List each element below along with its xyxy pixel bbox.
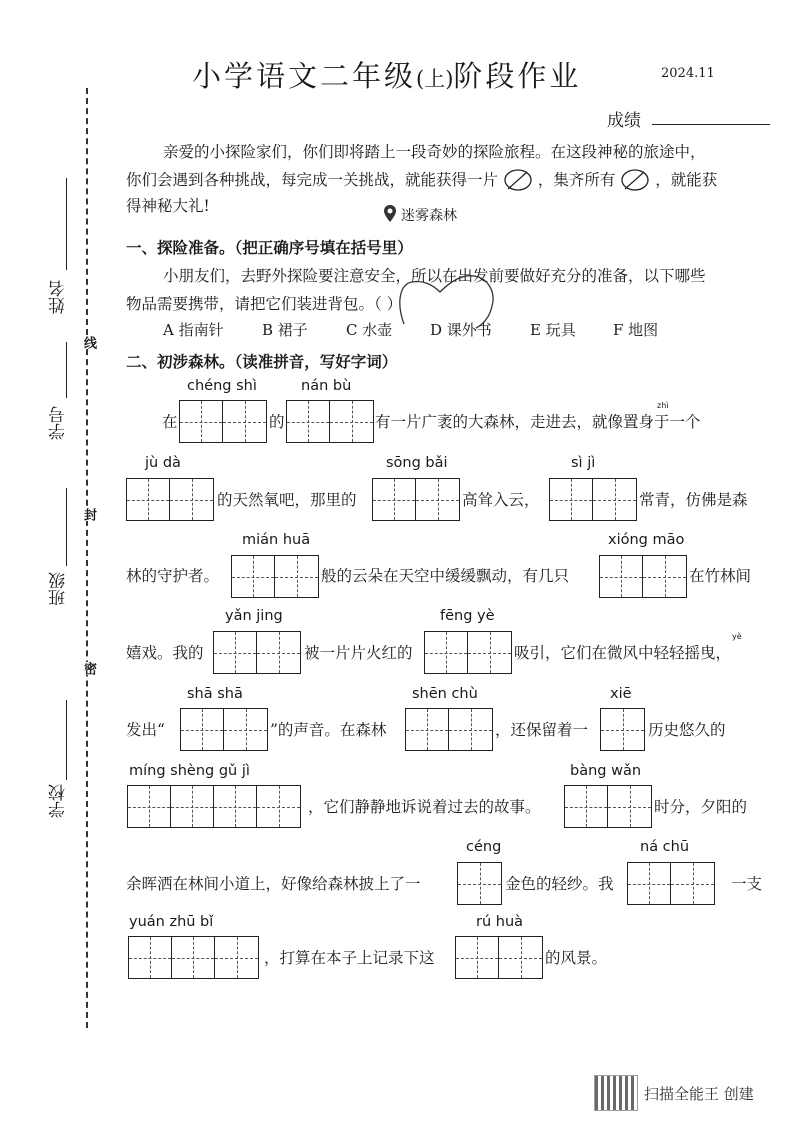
pinyin-shasha: shā shā <box>187 686 243 702</box>
pinyin-nanbu: nán bù <box>301 378 352 394</box>
section1-para-1: 小朋友们，去野外探险要注意安全，所以在出发前要做好充分的准备，以下哪些 <box>163 267 706 285</box>
pinyin-xie: xiē <box>610 686 632 702</box>
title-paren: (上) <box>416 67 454 91</box>
pinyin-nachu: ná chū <box>640 839 690 855</box>
writing-grid-fengye[interactable] <box>424 631 512 674</box>
page-title <box>192 54 581 95</box>
text-line4-b: 被一片片火红的 <box>304 644 413 662</box>
text-line8-b: 的风景。 <box>545 949 608 967</box>
text-line2-b: 高耸入云， <box>462 491 540 509</box>
scanner-brand: 扫描全能王 创建 <box>644 1084 754 1103</box>
seal-char-feng: 封 <box>81 508 96 521</box>
text-de: 的 <box>269 413 285 431</box>
writing-grid-yanjing[interactable] <box>213 631 301 674</box>
option-d: D 课外书 <box>430 321 492 339</box>
intro-line-1: 亲爱的小探险家们，你们即将踏上一段奇妙的探险旅程。在这段神秘的旅途中， <box>163 143 706 161</box>
section1-heading: 一、探险准备。（把正确序号填在括号里） <box>126 238 413 257</box>
text-line3-c: 在竹林间 <box>689 567 752 585</box>
intro-line-2a: 你们会遇到各种挑战，每完成一关挑战，就能获得一片 <box>126 171 499 189</box>
pinyin-ruhua: rú huà <box>476 914 524 930</box>
date: 2024.11 <box>661 66 715 81</box>
pinyin-ye: yè <box>732 632 742 641</box>
pinyin-mianhua: mián huā <box>242 532 311 548</box>
pinyin-songbai: sōng bǎi <box>386 455 448 471</box>
class-label: 班级 <box>49 572 69 606</box>
text-line7-c: 一支 <box>731 875 763 893</box>
option-b: B 裙子 <box>262 321 308 339</box>
text-line3-b: 般的云朵在天空中缓缓飘动，有几只 <box>321 567 570 585</box>
name-field[interactable] <box>66 178 67 270</box>
section1-para-2: 物品需要携带，请把它们装进背包。（ ） <box>126 295 403 313</box>
intro-line-3: 得神秘大礼! <box>126 197 210 215</box>
text-zai: 在 <box>162 413 178 431</box>
pinyin-ceng: céng <box>466 839 502 855</box>
option-c: C 水壶 <box>346 321 393 339</box>
score-field[interactable] <box>652 124 770 125</box>
leaf-icon <box>503 168 533 192</box>
pinyin-bangwan: bàng wǎn <box>570 763 642 779</box>
text-line5-a: 发出“ <box>126 721 165 739</box>
text-line7-a: 余晖洒在林间小道上，好像给森林披上了一 <box>126 875 421 893</box>
writing-grid-bangwan[interactable] <box>564 785 652 828</box>
writing-grid-songbai[interactable] <box>372 478 460 521</box>
writing-grid-nanbu[interactable] <box>286 400 374 443</box>
subtitle: 迷雾森林 <box>401 208 457 224</box>
writing-grid-ruhua[interactable] <box>455 936 543 979</box>
school-field[interactable] <box>66 700 67 780</box>
pinyin-chengshi: chéng shì <box>187 378 257 394</box>
student-number-field[interactable] <box>66 342 67 398</box>
pinyin-xiongmao: xióng māo <box>608 532 685 548</box>
text-line1-tail: 有一片广袤的大森林，走进去，就像置身于一个 <box>375 413 701 431</box>
pinyin-juda: jù dà <box>145 455 181 471</box>
student-number-label: 学号 <box>49 406 69 440</box>
text-line2-c: 常青，仿佛是森 <box>639 491 748 509</box>
pinyin-shenchu: shēn chù <box>412 686 478 702</box>
seal-char-xian: 线 <box>81 336 96 349</box>
text-line7-b: 金色的轻纱。我 <box>505 875 614 893</box>
pinyin-fengye: fēng yè <box>440 608 495 624</box>
text-line6-a: ，它们静静地诉说着过去的故事。 <box>308 798 541 816</box>
pinyin-siji: sì jì <box>571 455 596 471</box>
score-label: 成绩 <box>607 111 641 131</box>
writing-grid-mianhua[interactable] <box>231 555 319 598</box>
text-line5-d: 历史悠久的 <box>648 721 726 739</box>
text-line4-c: 吸引，它们在微风中轻轻摇曳， <box>514 644 732 662</box>
pinyin-mingshengguji: míng shèng gǔ jì <box>129 763 250 779</box>
seal-char-mi: 密 <box>81 662 96 675</box>
writing-grid-juda[interactable] <box>126 478 214 521</box>
option-a: A 指南针 <box>163 321 224 339</box>
writing-grid-shasha[interactable] <box>180 708 268 751</box>
pinyin-yuanzhubi: yuán zhū bǐ <box>129 914 214 930</box>
qr-logo-icon <box>594 1075 638 1111</box>
writing-grid-chengshi[interactable] <box>179 400 267 443</box>
intro-line-2b: ，集齐所有 <box>537 171 616 189</box>
text-line8-a: ，打算在本子上记录下这 <box>264 949 435 967</box>
class-field[interactable] <box>66 488 67 566</box>
writing-grid-shenchu[interactable] <box>405 708 493 751</box>
text-line3-a: 林的守护者。 <box>126 567 220 585</box>
title-tail: 阶段作业 <box>453 59 582 93</box>
binding-dashed-line <box>86 88 88 1028</box>
text-line6-b: 时分，夕阳的 <box>654 798 748 816</box>
writing-grid-xiongmao[interactable] <box>599 555 687 598</box>
pinyin-yanjing: yǎn jing <box>225 608 283 624</box>
location-pin-icon <box>383 204 397 224</box>
writing-grid-mingshengguji[interactable] <box>127 785 301 828</box>
leaf-icon <box>620 168 650 192</box>
text-line5-c: ，还保留着一 <box>495 721 589 739</box>
writing-grid-siji[interactable] <box>549 478 637 521</box>
title-main: 小学语文二年级 <box>192 59 417 93</box>
name-label: 姓名 <box>49 280 69 314</box>
pinyin-zhi: zhì <box>657 401 669 410</box>
text-line2-a: 的天然氧吧，那里的 <box>217 491 357 509</box>
writing-grid-yuanzhubi[interactable] <box>128 936 259 979</box>
option-f: F 地图 <box>613 321 659 339</box>
writing-grid-nachu[interactable] <box>627 862 715 905</box>
section2-heading: 二、初涉森林。（读准拼音，写好字词） <box>126 352 398 371</box>
intro-line-2 <box>126 168 717 192</box>
writing-grid-xie[interactable] <box>600 708 645 751</box>
scanner-watermark <box>594 1075 754 1111</box>
writing-grid-ceng[interactable] <box>457 862 502 905</box>
intro-line-2c: ，就能获 <box>655 171 718 189</box>
option-e: E 玩具 <box>530 321 576 339</box>
text-line5-b: ”的声音。在森林 <box>270 721 387 739</box>
school-label: 学校 <box>49 784 69 818</box>
text-line4-a: 嬉戏。我的 <box>126 644 204 662</box>
